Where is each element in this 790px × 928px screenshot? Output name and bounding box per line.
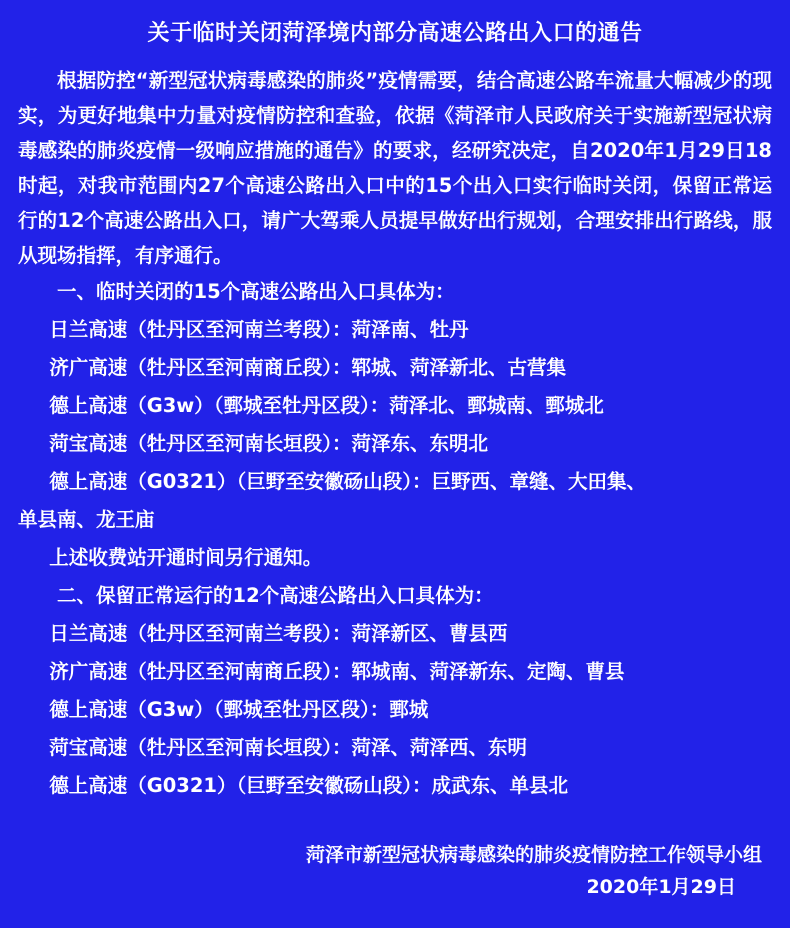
section-two-line-5: 德上高速（G0321）（巨野至安徽砀山段）：成武东、单县北 xyxy=(49,773,568,797)
section-one-line-3: 德上高速（G3w）（鄄城至牡丹区段）：菏泽北、鄄城南、鄄城北 xyxy=(49,393,604,417)
section-two-heading: 二、保留正常运行的12个高速公路出入口具体为： xyxy=(57,583,494,607)
section-one-line-1: 日兰高速（牡丹区至河南兰考段）：菏泽南、牡丹 xyxy=(49,317,469,341)
intro-paragraph xyxy=(18,63,772,273)
page-title: 关于临时关闭菏泽境内部分高速公路出入口的通告 xyxy=(147,21,643,46)
section-one-note: 上述收费站开通时间另行通知。 xyxy=(49,545,323,569)
section-one-heading: 一、临时关闭的15个高速公路出入口具体为： xyxy=(57,279,455,303)
section-one-line-6: 单县南、龙王庙 xyxy=(18,507,155,531)
section-two-line-1: 日兰高速（牡丹区至河南兰考段）：菏泽新区、曹县西 xyxy=(49,621,508,645)
section-one-line-2: 济广高速（牡丹区至河南商丘段）：郓城、菏泽新北、古营集 xyxy=(49,355,566,379)
signature-organization: 菏泽市新型冠状病毒感染的肺炎疫情防控工作领导小组 xyxy=(305,843,762,866)
section-one-line-4: 菏宝高速（牡丹区至河南长垣段）：菏泽东、东明北 xyxy=(49,431,488,455)
section-one-line-5: 德上高速（G0321）（巨野至安徽砀山段）：巨野西、章缝、大田集、 xyxy=(49,469,646,493)
intro-paragraph-text: 根据防控“新型冠状病毒感染的肺炎”疫情需要，结合高速公路车流量大幅减少的现实，为更好地集中力量对疫情防控和查验，依据《菏泽市人民政府关于实施新型冠状病毒感染的肺炎疫情一级响应措施的通告》的要求，经研究决定，自2020年1月29日18时起，对我市范围内27个高速公路出入口中的15个出入口实行临时关闭，保留正常运行的12个高速公路出入口，请广大驾乘人员提早做好出行规划，合理安排出行路线，服从现场指挥，有序通行。 xyxy=(18,68,772,267)
section-two-line-2: 济广高速（牡丹区至河南商丘段）：郓城南、菏泽新东、定陶、曹县 xyxy=(49,659,625,683)
section-two-line-3: 德上高速（G3w）（鄄城至牡丹区段）：鄄城 xyxy=(49,697,429,721)
signature-date: 2020年1月29日 xyxy=(586,875,736,898)
section-two-line-4: 菏宝高速（牡丹区至河南长垣段）：菏泽、菏泽西、东明 xyxy=(49,735,527,759)
signature-block xyxy=(18,839,772,903)
